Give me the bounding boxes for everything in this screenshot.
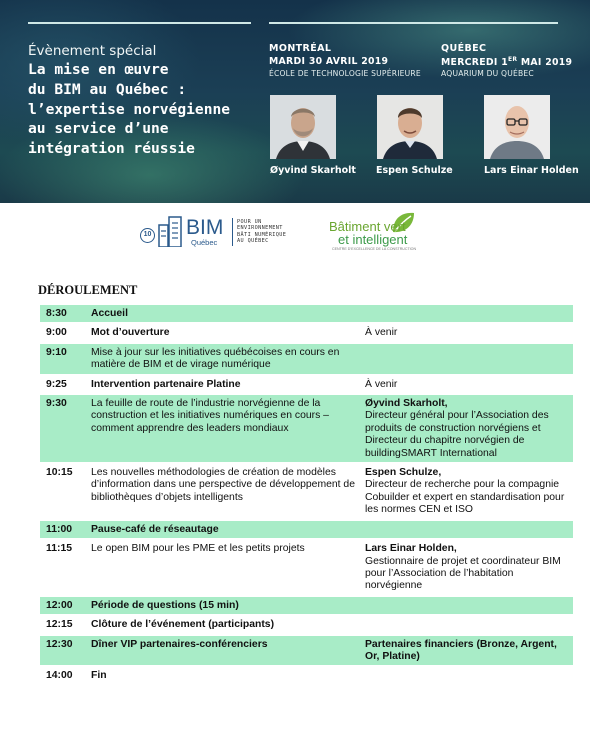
quebec-date bbox=[441, 56, 572, 68]
schedule-row bbox=[40, 464, 573, 519]
quebec-date-day: MERCREDI 1 bbox=[441, 57, 508, 69]
schedule-row bbox=[40, 344, 573, 374]
speaker-detail: À venir bbox=[365, 327, 398, 339]
schedule-activity: Accueil bbox=[87, 305, 361, 322]
bim-anniversary-badge: 10 bbox=[140, 228, 155, 243]
schedule-time: 12:15 bbox=[40, 616, 87, 633]
schedule-table bbox=[40, 303, 573, 687]
speaker-detail: Partenaires financiers (Bronze, Argent, Or, Platine) bbox=[365, 638, 557, 662]
quebec-date-rest: MAI 2019 bbox=[517, 57, 573, 69]
schedule-activity: La feuille de route de l’industrie norvégienne de la construction et les initiatives numériques en cours – comment apprendre des leaders mondiaux bbox=[87, 395, 361, 462]
speaker-name-holden: Lars Einar Holden bbox=[484, 165, 579, 176]
schedule-activity: Pause-café de réseautage bbox=[87, 521, 361, 538]
speaker-detail: Directeur général pour l’Association des produits de construction norvégiens et Directeur du chapitre norvégien de buildingSMART International bbox=[365, 410, 549, 459]
speaker-name-schulze: Espen Schulze bbox=[376, 165, 453, 176]
montreal-city: MONTRÉAL bbox=[269, 43, 332, 54]
schedule-activity: Le open BIM pour les PME et les petits projets bbox=[87, 540, 361, 595]
bim-logo-sub: Québec bbox=[191, 238, 218, 247]
quebec-city: QUÉBEC bbox=[441, 43, 487, 54]
schedule-time: 11:00 bbox=[40, 521, 87, 538]
schedule-row bbox=[40, 616, 573, 633]
schedule-speaker bbox=[361, 376, 573, 393]
schedule-activity: Période de questions (15 min) bbox=[87, 597, 361, 614]
schedule-time: 9:25 bbox=[40, 376, 87, 393]
schedule-activity: Intervention partenaire Platine bbox=[87, 376, 361, 393]
schedule-speaker bbox=[361, 540, 573, 595]
schedule-activity: Dîner VIP partenaires-conférenciers bbox=[87, 636, 361, 666]
bim-logo-tagline: POUR UN ENVIRONNEMENT BÂTI NUMÉRIQUE AU QUÉBEC bbox=[237, 219, 287, 245]
schedule-activity: Mot d’ouverture bbox=[87, 324, 361, 341]
banner-rule-right bbox=[269, 22, 558, 24]
speaker-detail: Directeur de recherche pour la compagnie Cobuilder et expert en standardisation pour les normes CEN et ISO bbox=[365, 479, 565, 516]
speaker-detail: Gestionnaire de projet et coordinateur BIM pour l’Association de l’habitation norvégienne bbox=[365, 555, 561, 592]
schedule-activity: Les nouvelles méthodologies de création de modèles d’information dans une perspective de développement de bibliothèques d’objets intelligents bbox=[87, 464, 361, 519]
schedule-row bbox=[40, 305, 573, 322]
montreal-date: MARDI 30 AVRIL 2019 bbox=[269, 56, 389, 67]
schedule-row bbox=[40, 324, 573, 341]
quebec-date-ordinal: ER bbox=[507, 56, 518, 63]
speaker-name-skarholt: Øyvind Skarholt bbox=[270, 165, 356, 176]
speaker-photo-holden bbox=[484, 95, 550, 159]
schedule-speaker bbox=[361, 324, 573, 341]
schedule-time: 9:30 bbox=[40, 395, 87, 462]
bvi-logo-line1: Bâtiment vert bbox=[329, 219, 406, 234]
schedule-speaker bbox=[361, 616, 573, 633]
bvi-logo-line2: et intelligent bbox=[338, 232, 408, 247]
schedule-speaker bbox=[361, 464, 573, 519]
event-banner bbox=[0, 0, 590, 203]
schedule-speaker bbox=[361, 521, 573, 538]
speaker-name: Espen Schulze, bbox=[365, 467, 442, 479]
bim-logo-divider bbox=[232, 218, 233, 246]
speaker-photo-skarholt bbox=[270, 95, 336, 159]
schedule-activity: Clôture de l’événement (participants) bbox=[87, 616, 361, 633]
schedule-activity: Mise à jour sur les initiatives québécoises en cours en matière de BIM et de virage numérique bbox=[87, 344, 361, 374]
bim-quebec-logo bbox=[140, 212, 310, 252]
montreal-venue: ÉCOLE DE TECHNOLOGIE SUPÉRIEURE bbox=[269, 69, 421, 78]
quebec-venue: AQUARIUM DU QUÉBEC bbox=[441, 69, 534, 78]
speaker-name: Øyvind Skarholt, bbox=[365, 398, 448, 410]
schedule-time: 11:15 bbox=[40, 540, 87, 595]
schedule-speaker bbox=[361, 305, 573, 322]
schedule-title: DÉROULEMENT bbox=[38, 283, 138, 297]
schedule-speaker bbox=[361, 636, 573, 666]
schedule-time: 12:00 bbox=[40, 597, 87, 614]
schedule-speaker bbox=[361, 395, 573, 462]
speaker-detail: À venir bbox=[365, 378, 398, 390]
schedule-row bbox=[40, 521, 573, 538]
schedule-time: 9:00 bbox=[40, 324, 87, 341]
schedule-row bbox=[40, 597, 573, 614]
event-title: La mise en œuvre du BIM au Québec : l’expertise norvégienne au service d’une intégration réussie bbox=[28, 61, 231, 158]
schedule-speaker bbox=[361, 597, 573, 614]
speaker-photo-schulze bbox=[377, 95, 443, 159]
schedule-time: 12:30 bbox=[40, 636, 87, 666]
schedule-row bbox=[40, 376, 573, 393]
schedule-time: 8:30 bbox=[40, 305, 87, 322]
building-icon bbox=[157, 215, 185, 247]
schedule-speaker bbox=[361, 667, 573, 684]
banner-rule-left bbox=[28, 22, 251, 24]
schedule-row bbox=[40, 636, 573, 666]
schedule-time: 9:10 bbox=[40, 344, 87, 374]
schedule-time: 10:15 bbox=[40, 464, 87, 519]
schedule-row bbox=[40, 540, 573, 595]
schedule-time: 14:00 bbox=[40, 667, 87, 684]
schedule-speaker bbox=[361, 344, 573, 374]
schedule-row bbox=[40, 395, 573, 462]
speaker-name: Lars Einar Holden, bbox=[365, 543, 457, 555]
batiment-vert-logo bbox=[326, 210, 426, 254]
event-kicker: Évènement spécial bbox=[28, 43, 157, 59]
schedule-activity: Fin bbox=[87, 667, 361, 684]
bvi-logo-tagline: CENTRE D’EXCELLENCE DE LA CONSTRUCTION bbox=[332, 247, 417, 251]
schedule-row bbox=[40, 667, 573, 684]
schedule-body bbox=[40, 305, 573, 685]
bim-logo-name: BIM bbox=[186, 216, 224, 239]
